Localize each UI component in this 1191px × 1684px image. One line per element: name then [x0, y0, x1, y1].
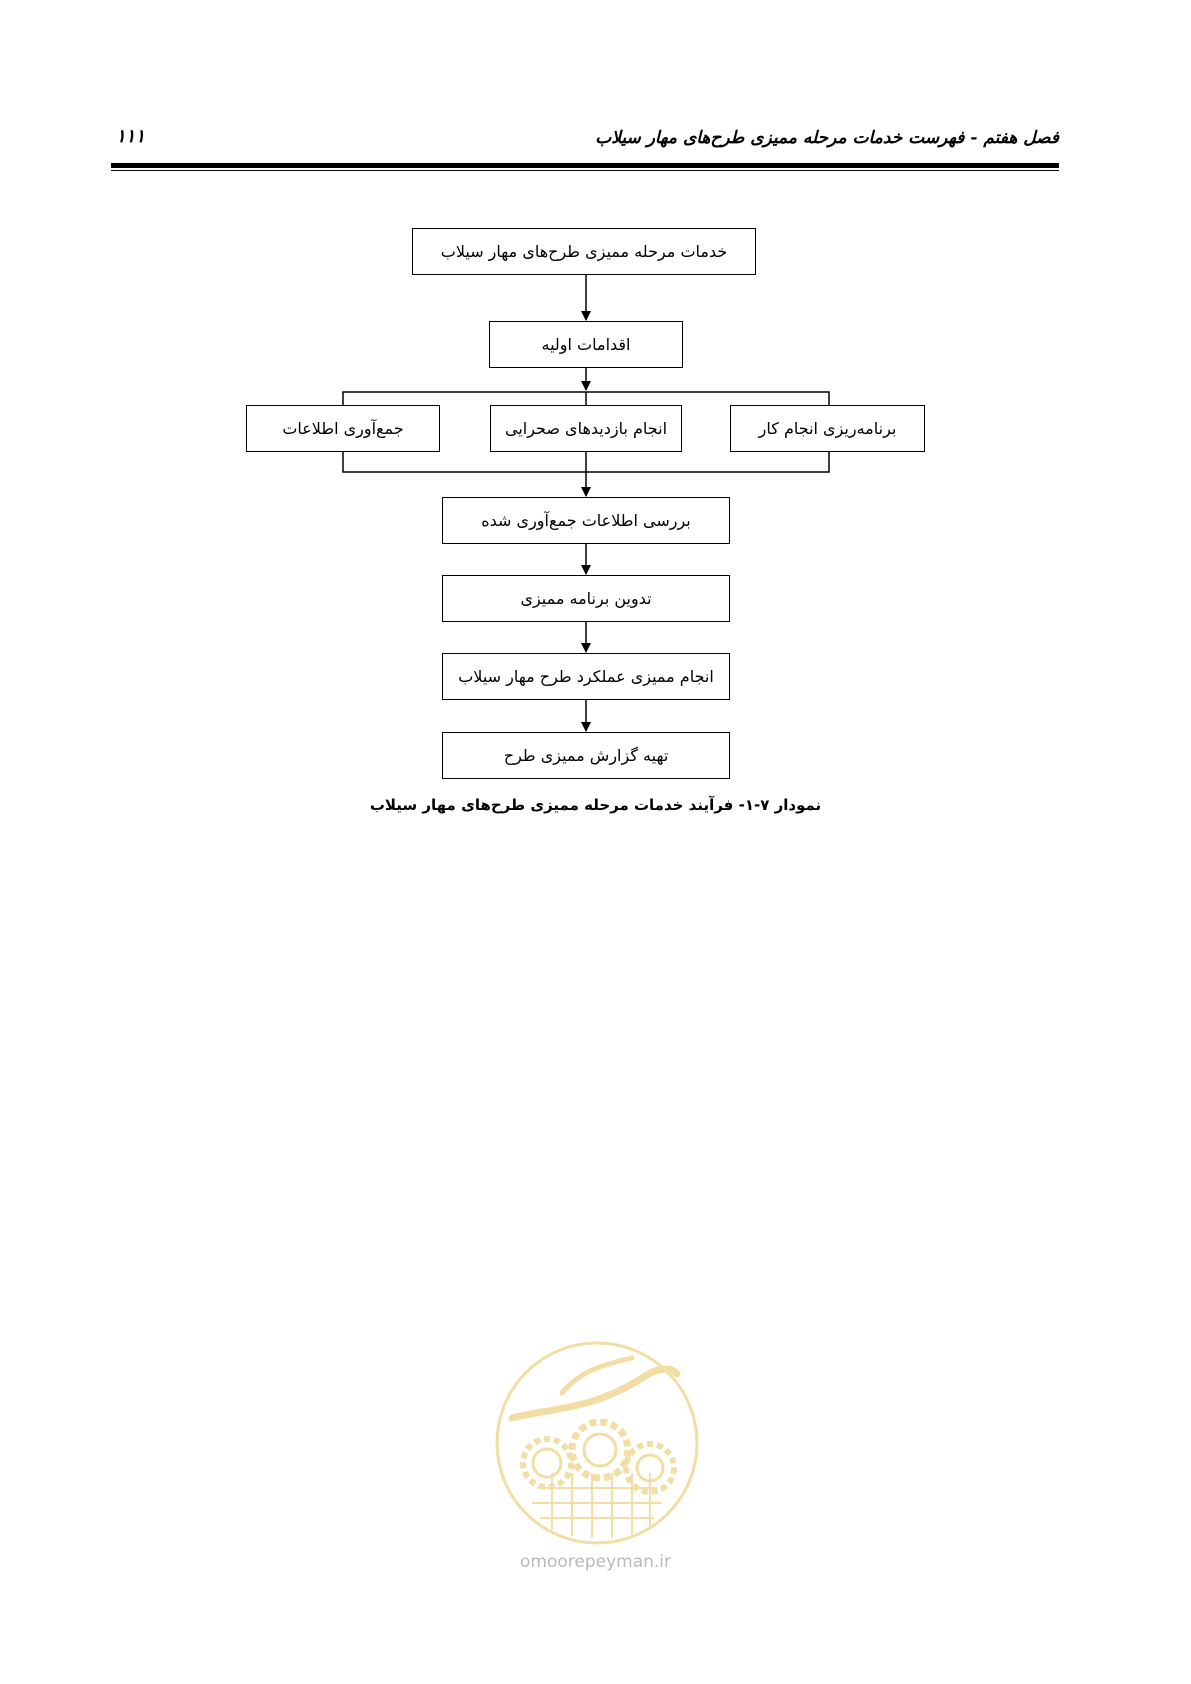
flow-box-data-collection: جمع‌آوری اطلاعات: [246, 405, 440, 452]
flow-box-field-visits: انجام بازدیدهای صحرایی: [490, 405, 682, 452]
watermark-seal-icon: [492, 1338, 702, 1548]
flow-box-initial-actions: اقدامات اولیه: [489, 321, 683, 368]
page-number: ۱۱۱: [116, 126, 146, 147]
running-header-title: فصل هفتم - فهرست خدمات مرحله ممیزی طرح‌های مهار سیلاب: [595, 128, 1059, 148]
flow-box-audit-program: تدوین برنامه ممیزی: [442, 575, 730, 622]
figure-caption: نمودار ۷-۱- فرآیند خدمات مرحله ممیزی طرح‌های مهار سیلاب: [369, 796, 822, 814]
flow-box-review: بررسی اطلاعات جمع‌آوری شده: [442, 497, 730, 544]
flow-box-performance-audit: انجام ممیزی عملکرد طرح مهار سیلاب: [442, 653, 730, 700]
watermark-url: omoorepeyman.ir: [519, 1552, 672, 1572]
flow-box-planning: برنامه‌ریزی انجام کار: [730, 405, 925, 452]
flow-box-top: خدمات مرحله ممیزی طرح‌های مهار سیلاب: [412, 228, 756, 275]
flow-box-audit-report: تهیه گزارش ممیزی طرح: [442, 732, 730, 779]
